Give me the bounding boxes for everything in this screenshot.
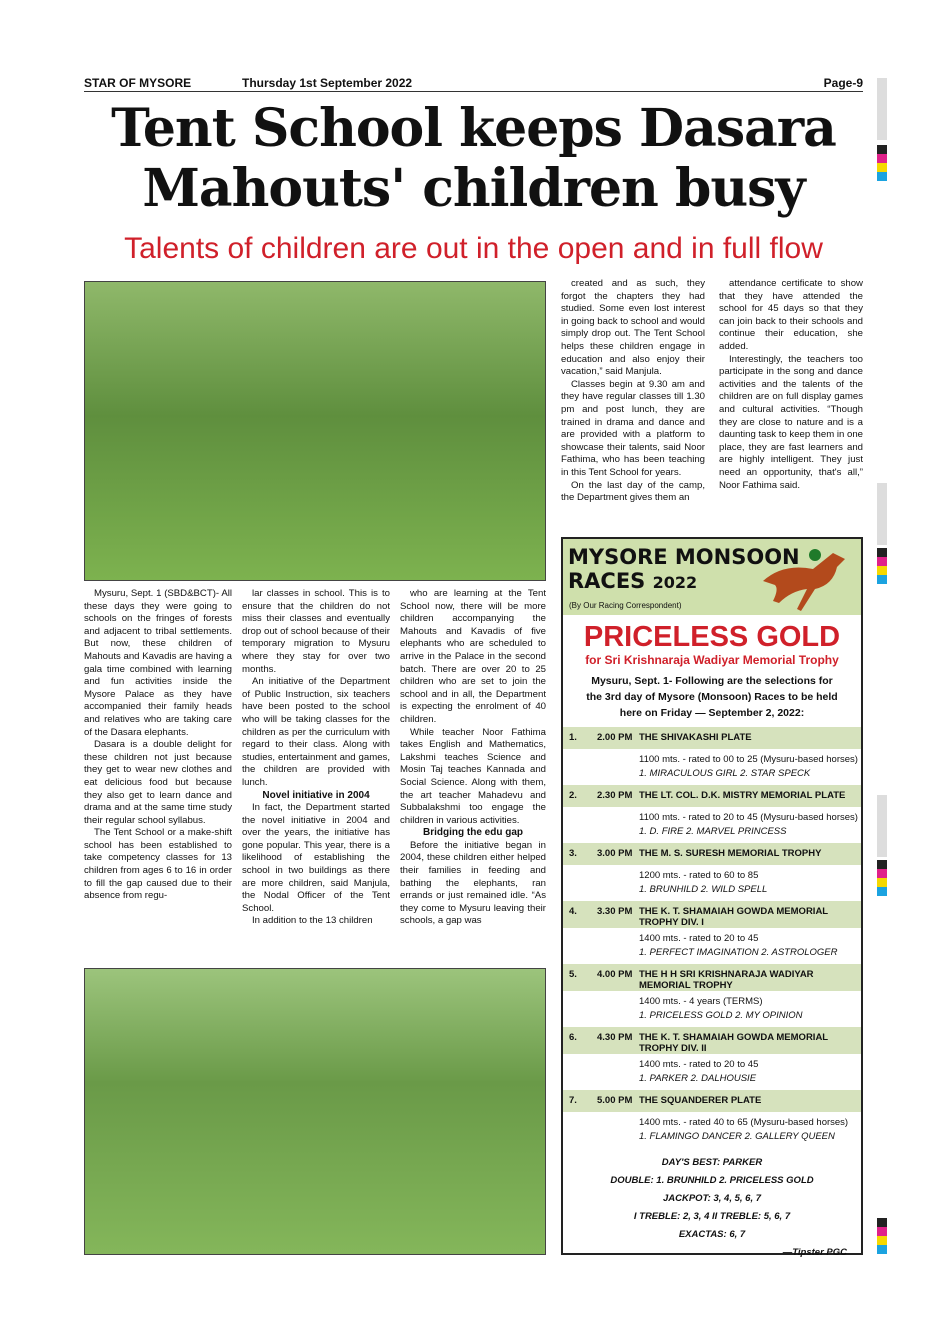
race-details xyxy=(563,1054,861,1090)
race-number: 1. xyxy=(569,732,577,743)
paragraph: Interestingly, the teachers too participate in the song and dance activities and the talents of the children are on full display games and cultural activities. “Though they are close to nature and is a daunting task to keep them in one place, they are fast learners and are highly intelligent. They just need an opportunity, that's all,” Noor Fathima said. xyxy=(719,353,864,491)
paragraph: attendance certificate to show that they have attended the school for 45 days so that they can join back to their schools and continue their education, she added. xyxy=(719,278,863,352)
race-time: 2.00 PM xyxy=(597,732,633,743)
register-bar xyxy=(877,483,887,545)
race-name: THE K. T. SHAMAIAH GOWDA MEMORIAL TROPHY DIV. I xyxy=(639,906,828,928)
col-5 xyxy=(719,278,863,492)
race-number: 3. xyxy=(569,848,577,859)
headline-line1: Tent School keeps Dasara xyxy=(111,98,836,159)
col-4 xyxy=(561,278,705,505)
race-picks: 1. D. FIRE 2. MARVEL PRINCESS xyxy=(639,826,787,837)
paragraph: who are learning at the Tent School now, there will be more children accompanying the Mahouts and Kavadis of five elephants who are scheduled to arrive in the Palace in the second batch. There are over 20 to 25 children who are set to join the school and in all, the Department is expecting the enrolment of 40 children. xyxy=(400,588,546,725)
paragraph: created and as such, they forgot the chapters they had studied. Some even lost interest in going back to school and would simply drop out. The Tent School helps these children engage in education and also enjoy their vacation,” said Manjula. xyxy=(561,278,706,378)
subhead-bridge: Bridging the edu gap xyxy=(423,827,523,839)
race-number: 4. xyxy=(569,906,577,917)
race-picks: 1. MIRACULOUS GIRL 2. STAR SPECK xyxy=(639,768,811,779)
races-header xyxy=(563,539,861,615)
race-distance: 1100 mts. - rated to 00 to 25 (Mysuru-based horses) xyxy=(639,754,858,765)
race-name: THE M. S. SURESH MEMORIAL TROPHY xyxy=(639,848,822,859)
col-2 xyxy=(242,588,390,928)
photo-children-sticks xyxy=(84,968,546,1255)
race-summary xyxy=(563,1154,861,1244)
race-row xyxy=(563,843,861,865)
race-picks: 1. PRICELESS GOLD 2. MY OPINION xyxy=(639,1010,803,1021)
race-details xyxy=(563,807,861,843)
races-title2: RACES xyxy=(568,569,646,593)
race-number: 2. xyxy=(569,790,577,801)
race-time: 4.30 PM xyxy=(597,1032,633,1043)
race-time: 3.30 PM xyxy=(597,906,633,917)
col-3 xyxy=(400,588,546,928)
race-distance: 1400 mts. - rated to 20 to 45 xyxy=(639,933,759,944)
race-number: 5. xyxy=(569,969,577,980)
races-box xyxy=(561,537,863,1258)
headline-line2: Mahouts' children busy xyxy=(142,158,805,219)
race-distance: 1400 mts. - 4 years (TERMS) xyxy=(639,996,763,1007)
paragraph: In fact, the Department started the novel initiative in 2004 and over the years, the initiative has gone popular. This year, there is a likelihood of establishing the school in two buildings as there are more children, said Manjula, the Nodal Officer of the Tent School. xyxy=(242,802,390,914)
col-1 xyxy=(84,588,232,903)
race-distance: 1200 mts. - rated to 60 to 85 xyxy=(639,870,759,881)
paper-name: STAR OF MYSORE xyxy=(84,76,192,90)
race-distance: 1400 mts. - rated 40 to 65 (Mysuru-based horses) xyxy=(639,1117,849,1128)
race-row xyxy=(563,1027,861,1054)
race-time: 4.00 PM xyxy=(597,969,633,980)
races-subhead: for Sri Krishnaraja Wadiyar Memorial Trophy xyxy=(585,653,839,667)
race-details xyxy=(563,1112,861,1148)
racehorse-icon xyxy=(753,541,859,613)
race-picks: 1. PERFECT IMAGINATION 2. ASTROLOGER xyxy=(639,947,838,958)
race-details xyxy=(563,928,861,964)
race-details xyxy=(563,991,861,1027)
paragraph: The Tent School or a make-shift school has been established to take competency classes for 13 children from ages 6 to 16 in order to fill the gap caused due to their absence from regu- xyxy=(84,827,232,902)
race-row xyxy=(563,727,861,749)
color-swatch xyxy=(877,860,887,896)
race-name: THE LT. COL. D.K. MISTRY MEMORIAL PLATE xyxy=(639,790,846,801)
subhead-novel: Novel initiative in 2004 xyxy=(262,789,370,801)
paragraph: Mysuru, Sept. 1 (SBD&BCT)- All these days they were going to schools on the fringes of forests and adjacent to tribal settlements. But now, these children of Mahouts and Kavadis are having a gala time combined with learning and fun activities inside the Mysore Palace as they have accompanied their family heads and relatives who are taking care of the Dasara elephants. xyxy=(84,588,232,738)
race-name: THE SHIVAKASHI PLATE xyxy=(639,732,752,743)
page-number: Page-9 xyxy=(823,76,863,90)
race-details xyxy=(563,749,861,785)
races-byline: (By Our Racing Correspondent) xyxy=(569,601,682,610)
photo-children-dancing xyxy=(84,281,546,581)
races-title1: MYSORE MONSOON xyxy=(568,545,800,569)
paragraph: In addition to the 13 children xyxy=(252,915,373,927)
race-row xyxy=(563,964,861,991)
race-row xyxy=(563,1090,861,1112)
race-details xyxy=(563,865,861,901)
summary-line: DOUBLE: 1. BRUNHILD 2. PRICELESS GOLD xyxy=(610,1175,814,1186)
paragraph: On the last day of the camp, the Department gives them an xyxy=(561,479,705,504)
race-list xyxy=(563,727,861,1148)
color-swatch xyxy=(877,548,887,584)
race-time: 3.00 PM xyxy=(597,848,633,859)
race-picks: 1. BRUNHILD 2. WILD SPELL xyxy=(639,884,768,895)
races-year: 2022 xyxy=(652,573,698,592)
summary-line: DAY'S BEST: PARKER xyxy=(661,1157,763,1168)
register-bar xyxy=(877,78,887,140)
race-picks: 1. FLAMINGO DANCER 2. GALLERY QUEEN xyxy=(639,1131,835,1142)
race-row xyxy=(563,901,861,928)
race-name: THE K. T. SHAMAIAH GOWDA MEMORIAL TROPHY DIV. II xyxy=(639,1032,828,1054)
race-number: 6. xyxy=(569,1032,577,1043)
color-swatch xyxy=(877,1218,887,1254)
race-picks: 1. PARKER 2. DALHOUSIE xyxy=(639,1073,757,1084)
register-bar xyxy=(877,795,887,857)
race-row xyxy=(563,785,861,807)
races-headline: PRICELESS GOLD xyxy=(583,621,841,653)
issue-date: Thursday 1st September 2022 xyxy=(242,76,413,90)
summary-line: I TREBLE: 2, 3, 4 II TREBLE: 5, 6, 7 xyxy=(633,1211,791,1222)
races-intro: Mysuru, Sept. 1- Following are the selections for the 3rd day of Mysore (Monsoon) Races to be held here on Friday — September 2, 2022: xyxy=(586,675,838,719)
race-number: 7. xyxy=(569,1095,577,1106)
paragraph: An initiative of the Department of Public Instruction, six teachers have been posted to the school who will be taking classes for the children as per the curriculum with regard to their class. Along with studies, entertainment and games, the children are provided with lunch. xyxy=(242,676,390,788)
paragraph: Before the initiative began in 2004, these children either helped their families in feeding and bathing the elephants, ran errands or just remained idle. “As they come to Mysuru leaving their schools, a gap was xyxy=(400,839,546,927)
subheadline: Talents of children are out in the open and in full flow xyxy=(124,232,823,265)
color-swatch xyxy=(877,145,887,181)
paragraph: While teacher Noor Fathima takes English and Mathematics, Lakshmi teaches Science and Mosin Taj teaches Kannada and Social Science. Along with them, the art teacher Mahadevu and Subbalakshmi too engage the children in various activities. xyxy=(400,726,546,826)
paragraph: Classes begin at 9.30 am and they have regular classes till 1.30 pm and post lunch, they are trained in drama and dance and are provided with a platform to showcase their talents, said Noor Fathima, who has been teaching in this Tent School for years. xyxy=(561,378,705,478)
summary-line: JACKPOT: 3, 4, 5, 6, 7 xyxy=(662,1193,762,1204)
race-name: THE SQUANDERER PLATE xyxy=(639,1095,762,1106)
race-name: THE H H SRI KRISHNARAJA WADIYAR MEMORIAL TROPHY xyxy=(639,969,814,991)
summary-line: EXACTAS: 6, 7 xyxy=(678,1229,746,1240)
paragraph: lar classes in school. This is to ensure that the children do not miss their classes and eventually drop out of school because of their temporary migration to Mysuru where they stay for over two months. xyxy=(242,588,390,675)
masthead xyxy=(84,74,863,92)
race-distance: 1100 mts. - rated to 20 to 45 (Mysuru-based horses) xyxy=(639,812,858,823)
tipster: —Tipster PGC xyxy=(782,1247,847,1258)
race-time: 5.00 PM xyxy=(597,1095,633,1106)
race-distance: 1400 mts. - rated to 20 to 45 xyxy=(639,1059,759,1070)
paragraph: Dasara is a double delight for these children not just because they get to wear new clothes and eat delicious food but because they also get to learn dance and drama and at the same time study their regular school syllabus. xyxy=(84,739,232,826)
race-time: 2.30 PM xyxy=(597,790,633,801)
